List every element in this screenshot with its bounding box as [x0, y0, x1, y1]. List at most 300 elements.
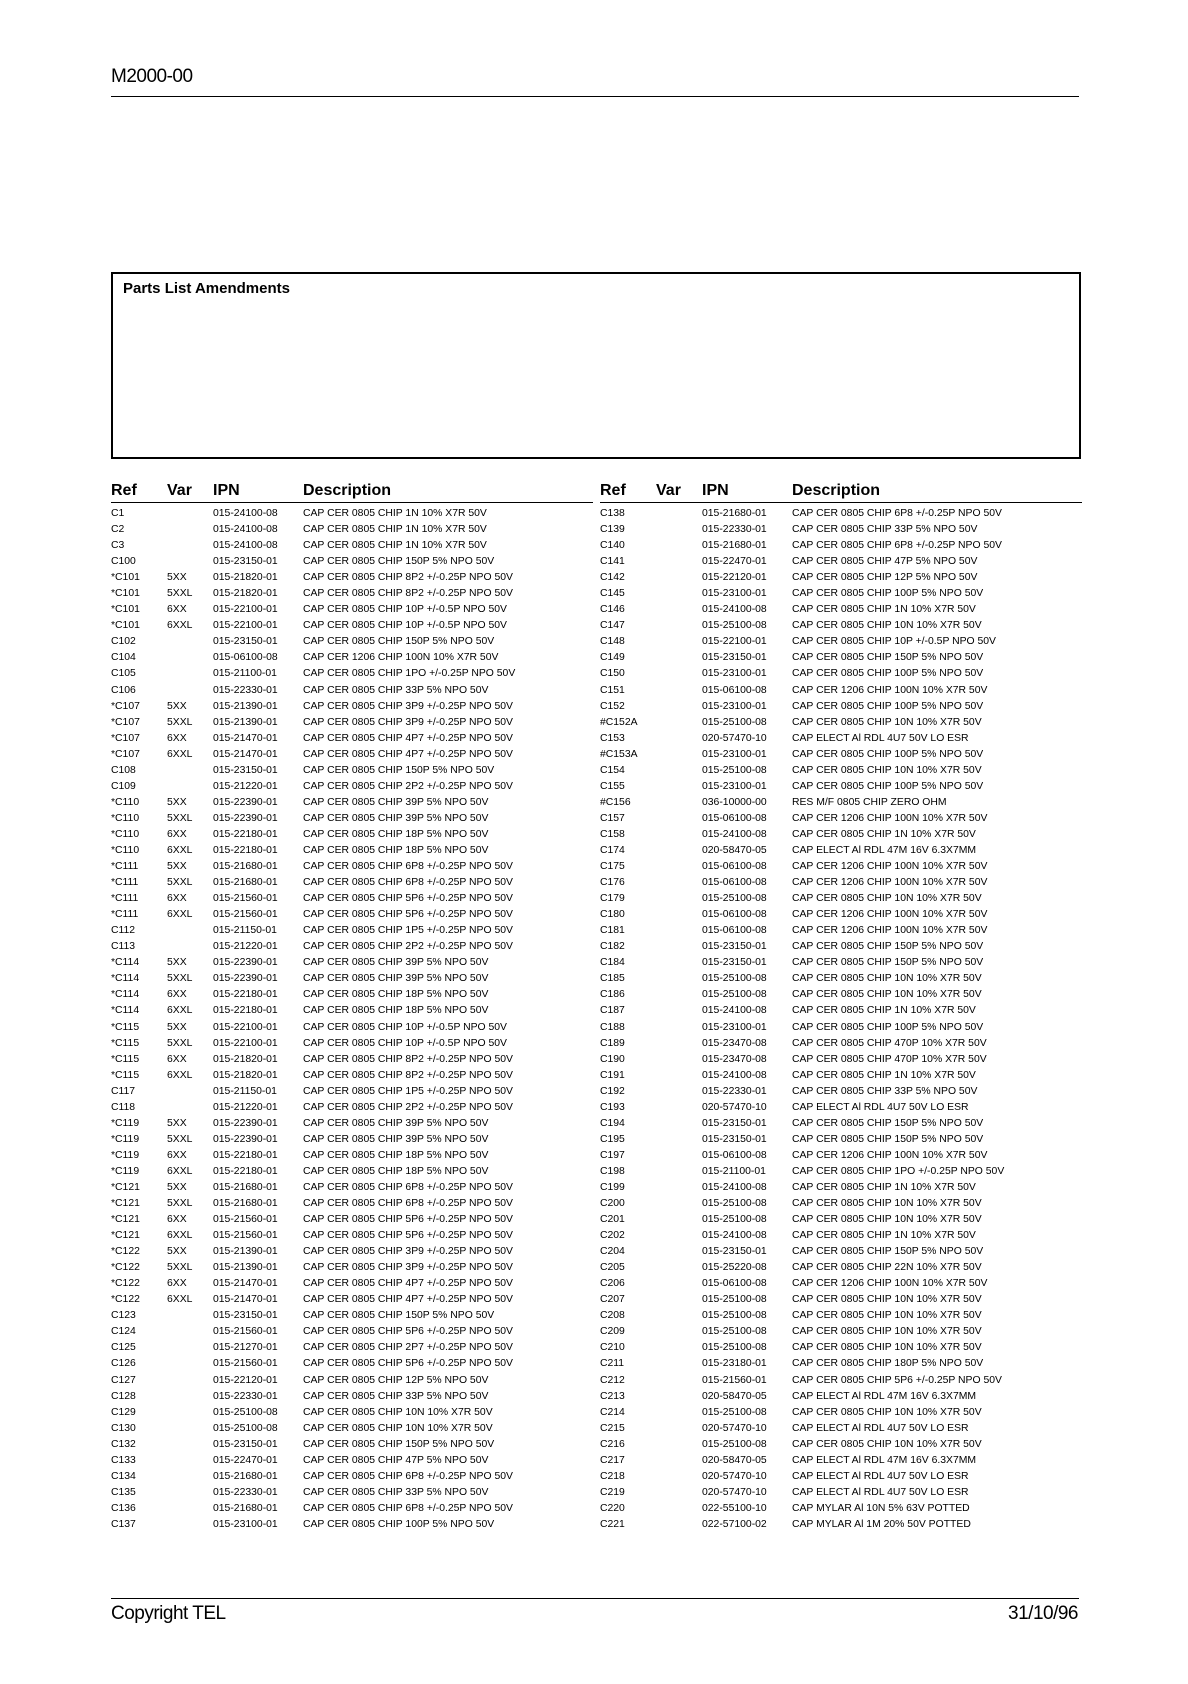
- part-description: CAP ELECT Al RDL 47M 16V 6.3X7MM: [792, 844, 977, 856]
- part-ipn: 020-58470-05: [702, 844, 767, 856]
- part-var: 5XX: [167, 700, 187, 712]
- part-description: CAP CER 0805 CHIP 4P7 +/-0.25P NPO 50V: [303, 1294, 513, 1306]
- table-row: [111, 812, 593, 828]
- part-ref: C109: [111, 780, 136, 792]
- table-row: [600, 844, 1082, 860]
- part-ref: *C107: [111, 700, 140, 712]
- part-ref: C100: [111, 556, 136, 568]
- part-description: CAP CER 0805 CHIP 18P 5% NPO 50V: [303, 1149, 489, 1161]
- part-var: 5XX: [167, 1021, 187, 1033]
- part-description: CAP CER 0805 CHIP 5P6 +/-0.25P NPO 50V: [303, 1326, 513, 1338]
- part-description: CAP CER 0805 CHIP 10N 10% X7R 50V: [792, 1310, 982, 1322]
- part-description: CAP CER 0805 CHIP 33P 5% NPO 50V: [303, 684, 489, 696]
- part-ipn: 015-21680-01: [213, 1198, 278, 1210]
- amendments-title: Parts List Amendments: [123, 280, 290, 297]
- table-row: [111, 523, 593, 539]
- part-var: 6XX: [167, 604, 187, 616]
- table-row: [111, 1293, 593, 1309]
- table-row: [111, 571, 593, 587]
- table-row: [600, 1390, 1082, 1406]
- part-description: CAP CER 0805 CHIP 4P7 +/-0.25P NPO 50V: [303, 748, 513, 760]
- part-var: 6XXL: [167, 1005, 193, 1017]
- part-description: CAP CER 0805 CHIP 10N 10% X7R 50V: [792, 716, 982, 728]
- part-ref: C182: [600, 941, 625, 953]
- part-ipn: 015-21150-01: [213, 1085, 277, 1097]
- part-ipn: 015-06100-08: [702, 877, 767, 889]
- part-ipn: 015-06100-08: [702, 925, 767, 937]
- part-ipn: 015-23100-01: [702, 780, 767, 792]
- part-description: CAP ELECT Al RDL 47M 16V 6.3X7MM: [792, 1454, 977, 1466]
- part-ipn: 015-25100-08: [702, 764, 767, 776]
- table-row: [111, 876, 593, 892]
- part-description: CAP CER 0805 CHIP 150P 5% NPO 50V: [303, 764, 495, 776]
- part-ref: *C119: [111, 1133, 140, 1145]
- part-ipn: 015-22330-01: [213, 1486, 278, 1498]
- part-ref: C221: [600, 1518, 625, 1530]
- part-ipn: 015-24100-08: [702, 604, 767, 616]
- part-description: CAP CER 0805 CHIP 150P 5% NPO 50V: [792, 957, 984, 969]
- table-row: [111, 1422, 593, 1438]
- part-var: 5XXL: [167, 877, 193, 889]
- part-var: 5XXL: [167, 1262, 193, 1274]
- parts-column-right: [600, 480, 1082, 1534]
- table-row: [600, 956, 1082, 972]
- part-ipn: 015-21390-01: [213, 1262, 278, 1274]
- part-ref: *C110: [111, 844, 140, 856]
- table-row: [111, 748, 593, 764]
- part-ipn: 020-57470-10: [702, 1470, 767, 1482]
- part-ipn: 015-21680-01: [213, 1502, 278, 1514]
- table-row: [600, 1101, 1082, 1117]
- part-description: CAP CER 0805 CHIP 6P8 +/-0.25P NPO 50V: [303, 1181, 513, 1193]
- part-description: CAP CER 1206 CHIP 100N 10% X7R 50V: [792, 909, 988, 921]
- part-ipn: 020-57470-10: [702, 1486, 767, 1498]
- part-ref: *C122: [111, 1262, 140, 1274]
- part-description: CAP CER 0805 CHIP 10N 10% X7R 50V: [792, 764, 982, 776]
- part-ipn: 015-21470-01: [213, 732, 278, 744]
- part-var: 6XX: [167, 828, 187, 840]
- part-ref: C184: [600, 957, 625, 969]
- part-ipn: 015-21680-01: [702, 508, 767, 519]
- header-var: Var: [656, 482, 681, 499]
- part-ipn: 015-22180-01: [213, 1005, 278, 1017]
- table-row: [600, 892, 1082, 908]
- table-row: [111, 1245, 593, 1261]
- table-row: [600, 1085, 1082, 1101]
- table-row: [600, 1053, 1082, 1069]
- part-ipn: 015-23100-01: [702, 748, 767, 760]
- table-row: [600, 1422, 1082, 1438]
- part-ref: #C153A: [600, 748, 638, 760]
- part-var: 5XXL: [167, 812, 193, 824]
- part-description: CAP ELECT Al RDL 4U7 50V LO ESR: [792, 1470, 969, 1482]
- part-description: CAP CER 0805 CHIP 150P 5% NPO 50V: [792, 1133, 984, 1145]
- part-var: 6XXL: [167, 844, 193, 856]
- table-row: [600, 635, 1082, 651]
- part-ref: C214: [600, 1406, 625, 1418]
- part-description: CAP CER 0805 CHIP 18P 5% NPO 50V: [303, 1165, 489, 1177]
- part-description: CAP CER 0805 CHIP 10N 10% X7R 50V: [303, 1422, 493, 1434]
- part-ref: C208: [600, 1310, 625, 1322]
- part-description: CAP CER 0805 CHIP 1N 10% X7R 50V: [303, 524, 487, 536]
- part-ref: C204: [600, 1246, 625, 1258]
- part-description: CAP CER 0805 CHIP 12P 5% NPO 50V: [303, 1374, 489, 1386]
- part-ref: *C101: [111, 572, 140, 584]
- table-row: [111, 1518, 593, 1534]
- part-description: CAP CER 0805 CHIP 2P7 +/-0.25P NPO 50V: [303, 1342, 513, 1354]
- part-description: CAP ELECT Al RDL 4U7 50V LO ESR: [792, 732, 969, 744]
- part-ref: C106: [111, 684, 136, 696]
- part-ref: C153: [600, 732, 625, 744]
- part-description: CAP CER 0805 CHIP 100P 5% NPO 50V: [792, 1021, 984, 1033]
- part-description: CAP CER 0805 CHIP 8P2 +/-0.25P NPO 50V: [303, 588, 513, 600]
- table-row: [111, 1229, 593, 1245]
- table-row: [600, 860, 1082, 876]
- table-row: [600, 780, 1082, 796]
- part-description: CAP CER 0805 CHIP 39P 5% NPO 50V: [303, 1133, 489, 1145]
- part-description: CAP CER 0805 CHIP 100P 5% NPO 50V: [792, 700, 984, 712]
- part-ipn: 015-22470-01: [702, 556, 767, 568]
- table-row: [600, 539, 1082, 555]
- part-var: 6XXL: [167, 1294, 193, 1306]
- table-row: [600, 1069, 1082, 1085]
- part-ipn: 015-25100-08: [702, 989, 767, 1001]
- part-description: CAP CER 0805 CHIP 18P 5% NPO 50V: [303, 844, 489, 856]
- part-ref: *C101: [111, 620, 140, 632]
- part-description: CAP CER 0805 CHIP 6P8 +/-0.25P NPO 50V: [303, 861, 513, 873]
- table-row: [600, 1213, 1082, 1229]
- part-ref: *C111: [111, 909, 139, 921]
- part-ref: C195: [600, 1133, 625, 1145]
- part-ipn: 022-57100-02: [702, 1518, 767, 1530]
- part-ipn: 015-06100-08: [213, 652, 278, 664]
- part-ref: C188: [600, 1021, 625, 1033]
- part-ref: *C114: [111, 1005, 140, 1017]
- table-row: [111, 1133, 593, 1149]
- part-ref: C123: [111, 1310, 136, 1322]
- part-description: CAP CER 0805 CHIP 6P8 +/-0.25P NPO 50V: [792, 508, 1002, 519]
- part-ipn: 015-21470-01: [213, 748, 278, 760]
- part-ipn: 015-21390-01: [213, 700, 278, 712]
- part-ref: C197: [600, 1149, 625, 1161]
- part-description: CAP CER 0805 CHIP 3P9 +/-0.25P NPO 50V: [303, 700, 513, 712]
- table-row: [600, 972, 1082, 988]
- part-var: 5XXL: [167, 1037, 193, 1049]
- part-ref: C104: [111, 652, 136, 664]
- part-description: CAP CER 0805 CHIP 10N 10% X7R 50V: [792, 1214, 982, 1226]
- part-ref: C118: [111, 1101, 136, 1113]
- part-ref: C127: [111, 1374, 136, 1386]
- table-row: [111, 635, 593, 651]
- table-row: [111, 1341, 593, 1357]
- part-ipn: 015-22100-01: [213, 1021, 278, 1033]
- table-row: [600, 924, 1082, 940]
- header-description: Description: [792, 482, 881, 499]
- table-row: [111, 684, 593, 700]
- part-ipn: 015-23470-08: [702, 1053, 767, 1065]
- part-ipn: 015-24100-08: [213, 540, 278, 552]
- part-ipn: 015-24100-08: [702, 1069, 767, 1081]
- part-description: CAP CER 0805 CHIP 10N 10% X7R 50V: [303, 1406, 493, 1418]
- part-ref: C209: [600, 1326, 625, 1338]
- part-ipn: 015-23150-01: [702, 1246, 767, 1258]
- part-ref: C191: [600, 1069, 625, 1081]
- part-ipn: 015-06100-08: [702, 1278, 767, 1290]
- part-var: 6XX: [167, 1149, 187, 1161]
- part-ref: C213: [600, 1390, 625, 1402]
- table-row: [111, 1390, 593, 1406]
- part-ipn: 015-23150-01: [213, 556, 278, 568]
- part-ipn: 015-23180-01: [702, 1358, 767, 1370]
- part-description: CAP CER 0805 CHIP 39P 5% NPO 50V: [303, 957, 489, 969]
- table-row: [600, 1518, 1082, 1534]
- part-description: CAP CER 0805 CHIP 1P5 +/-0.25P NPO 50V: [303, 1085, 513, 1097]
- part-ipn: 015-06100-08: [702, 1149, 767, 1161]
- part-ipn: 015-25100-08: [702, 893, 767, 905]
- part-description: CAP CER 0805 CHIP 10P +/-0.5P NPO 50V: [303, 604, 507, 616]
- table-row: [111, 1197, 593, 1213]
- table-row: [111, 1085, 593, 1101]
- table-row: [111, 619, 593, 635]
- table-row: [600, 523, 1082, 539]
- part-ref: C199: [600, 1181, 625, 1193]
- part-ref: C105: [111, 668, 136, 680]
- part-ref: C146: [600, 604, 625, 616]
- table-row: [111, 1438, 593, 1454]
- part-ipn: 015-22330-01: [213, 1390, 278, 1402]
- part-ref: *C121: [111, 1230, 140, 1242]
- table-row: [600, 1021, 1082, 1037]
- part-description: CAP CER 0805 CHIP 100P 5% NPO 50V: [792, 668, 984, 680]
- part-ipn: 015-25220-08: [702, 1262, 767, 1274]
- part-ipn: 015-21680-01: [213, 1181, 278, 1193]
- part-ipn: 015-22100-01: [213, 604, 278, 616]
- part-description: CAP CER 0805 CHIP 10N 10% X7R 50V: [792, 893, 982, 905]
- part-description: CAP CER 0805 CHIP 100P 5% NPO 50V: [792, 588, 984, 600]
- part-ipn: 015-21390-01: [213, 716, 278, 728]
- part-var: 5XXL: [167, 1133, 193, 1145]
- part-ipn: 015-23470-08: [702, 1037, 767, 1049]
- part-ipn: 015-21100-01: [213, 668, 277, 680]
- table-row: [600, 940, 1082, 956]
- table-row: [600, 1197, 1082, 1213]
- table-row: [111, 1004, 593, 1020]
- part-ref: C218: [600, 1470, 625, 1482]
- part-description: CAP CER 1206 CHIP 100N 10% X7R 50V: [792, 1149, 988, 1161]
- table-row: [111, 1117, 593, 1133]
- part-description: CAP CER 0805 CHIP 39P 5% NPO 50V: [303, 812, 489, 824]
- part-ref: C157: [600, 812, 625, 824]
- part-description: CAP CER 1206 CHIP 100N 10% X7R 50V: [792, 1278, 988, 1290]
- part-description: CAP CER 0805 CHIP 470P 10% X7R 50V: [792, 1053, 987, 1065]
- part-ipn: 015-23100-01: [702, 700, 767, 712]
- table-row: [111, 587, 593, 603]
- part-description: CAP CER 0805 CHIP 6P8 +/-0.25P NPO 50V: [792, 540, 1002, 552]
- part-description: CAP CER 0805 CHIP 150P 5% NPO 50V: [792, 941, 984, 953]
- part-ref: *C111: [111, 877, 139, 889]
- part-ipn: 015-25100-08: [702, 620, 767, 632]
- part-description: CAP CER 0805 CHIP 2P2 +/-0.25P NPO 50V: [303, 1101, 513, 1113]
- part-ipn: 015-21820-01: [213, 1053, 278, 1065]
- table-row: [600, 812, 1082, 828]
- part-ipn: 015-25100-08: [702, 973, 767, 985]
- table-row: [111, 539, 593, 555]
- part-ref: C135: [111, 1486, 136, 1498]
- part-ipn: 015-23100-01: [702, 668, 767, 680]
- part-ref: *C122: [111, 1294, 140, 1306]
- part-ref: *C107: [111, 716, 140, 728]
- part-ref: C125: [111, 1342, 136, 1354]
- part-ref: C186: [600, 989, 625, 1001]
- part-description: CAP CER 0805 CHIP 180P 5% NPO 50V: [792, 1358, 984, 1370]
- part-ref: C205: [600, 1262, 625, 1274]
- table-row: [600, 507, 1082, 523]
- part-ipn: 015-24100-08: [213, 524, 278, 536]
- part-ref: *C114: [111, 989, 140, 1001]
- part-description: CAP CER 0805 CHIP 5P6 +/-0.25P NPO 50V: [792, 1374, 1002, 1386]
- part-ipn: 015-06100-08: [702, 861, 767, 873]
- part-ref: C145: [600, 588, 625, 600]
- part-ref: C129: [111, 1406, 136, 1418]
- part-description: CAP CER 0805 CHIP 3P9 +/-0.25P NPO 50V: [303, 1262, 513, 1274]
- part-description: CAP CER 0805 CHIP 33P 5% NPO 50V: [303, 1390, 489, 1402]
- table-row: [111, 1325, 593, 1341]
- part-ipn: 015-24100-08: [702, 1230, 767, 1242]
- table-row: [111, 956, 593, 972]
- part-ipn: 015-22330-01: [213, 684, 278, 696]
- part-ipn: 015-21560-01: [213, 1358, 278, 1370]
- part-description: CAP CER 0805 CHIP 47P 5% NPO 50V: [303, 1454, 489, 1466]
- part-ipn: 015-22390-01: [213, 1117, 278, 1129]
- part-description: CAP CER 0805 CHIP 10P +/-0.5P NPO 50V: [792, 636, 996, 648]
- part-description: CAP CER 0805 CHIP 100P 5% NPO 50V: [792, 780, 984, 792]
- part-ref: C201: [600, 1214, 625, 1226]
- part-ipn: 015-21820-01: [213, 1069, 278, 1081]
- table-row: [111, 1470, 593, 1486]
- part-ref: C126: [111, 1358, 136, 1370]
- part-ipn: 015-25100-08: [702, 1214, 767, 1226]
- part-description: CAP CER 0805 CHIP 18P 5% NPO 50V: [303, 828, 489, 840]
- table-row: [111, 1037, 593, 1053]
- part-description: CAP CER 0805 CHIP 10N 10% X7R 50V: [792, 1342, 982, 1354]
- part-description: CAP CER 0805 CHIP 5P6 +/-0.25P NPO 50V: [303, 1358, 513, 1370]
- part-ref: C192: [600, 1085, 625, 1097]
- part-ipn: 015-21150-01: [213, 925, 277, 937]
- part-ipn: 020-57470-10: [702, 1422, 767, 1434]
- part-var: 6XXL: [167, 748, 193, 760]
- part-description: CAP CER 0805 CHIP 100P 5% NPO 50V: [792, 748, 984, 760]
- part-ipn: 015-21470-01: [213, 1278, 278, 1290]
- part-var: 6XX: [167, 732, 187, 744]
- part-description: CAP CER 0805 CHIP 5P6 +/-0.25P NPO 50V: [303, 893, 513, 905]
- part-description: CAP CER 0805 CHIP 3P9 +/-0.25P NPO 50V: [303, 1246, 513, 1258]
- part-description: CAP CER 0805 CHIP 1N 10% X7R 50V: [792, 1181, 976, 1193]
- part-ref: C113: [111, 941, 136, 953]
- part-ref: C133: [111, 1454, 136, 1466]
- table-row: [600, 1165, 1082, 1181]
- table-row: [111, 1357, 593, 1373]
- part-ref: C179: [600, 893, 625, 905]
- part-ipn: 015-22100-01: [213, 620, 278, 632]
- part-ref: C132: [111, 1438, 136, 1450]
- part-ref: C137: [111, 1518, 136, 1530]
- part-ipn: 020-58470-05: [702, 1390, 767, 1402]
- part-description: CAP CER 0805 CHIP 47P 5% NPO 50V: [792, 556, 978, 568]
- part-description: CAP ELECT Al RDL 4U7 50V LO ESR: [792, 1422, 969, 1434]
- header-ref: Ref: [111, 482, 137, 499]
- part-description: CAP CER 0805 CHIP 6P8 +/-0.25P NPO 50V: [303, 1470, 513, 1482]
- part-description: CAP CER 0805 CHIP 39P 5% NPO 50V: [303, 973, 489, 985]
- part-ipn: 015-21560-01: [702, 1374, 767, 1386]
- part-ref: C158: [600, 828, 625, 840]
- part-description: CAP CER 1206 CHIP 100N 10% X7R 50V: [303, 652, 499, 664]
- table-row: [600, 1486, 1082, 1502]
- part-description: CAP CER 1206 CHIP 100N 10% X7R 50V: [792, 861, 988, 873]
- part-ref: C211: [600, 1358, 625, 1370]
- part-ref: *C115: [111, 1021, 140, 1033]
- part-var: 6XX: [167, 1214, 187, 1226]
- part-ipn: 015-25100-08: [702, 1326, 767, 1338]
- table-row: [111, 732, 593, 748]
- part-ref: C212: [600, 1374, 625, 1386]
- part-description: CAP CER 1206 CHIP 100N 10% X7R 50V: [792, 925, 988, 937]
- part-description: CAP CER 0805 CHIP 22N 10% X7R 50V: [792, 1262, 982, 1274]
- part-description: CAP CER 0805 CHIP 5P6 +/-0.25P NPO 50V: [303, 1230, 513, 1242]
- table-row: [111, 1101, 593, 1117]
- part-description: CAP CER 0805 CHIP 8P2 +/-0.25P NPO 50V: [303, 572, 513, 584]
- part-ref: C134: [111, 1470, 136, 1482]
- part-ref: C102: [111, 636, 136, 648]
- part-ipn: 015-22390-01: [213, 1133, 278, 1145]
- part-description: CAP CER 0805 CHIP 12P 5% NPO 50V: [792, 572, 978, 584]
- part-description: CAP CER 1206 CHIP 100N 10% X7R 50V: [792, 877, 988, 889]
- table-row: [111, 1165, 593, 1181]
- part-ref: C152: [600, 700, 625, 712]
- part-ipn: 015-22180-01: [213, 989, 278, 1001]
- part-ref: C139: [600, 524, 625, 536]
- part-description: CAP CER 0805 CHIP 3P9 +/-0.25P NPO 50V: [303, 716, 513, 728]
- table-row: [600, 667, 1082, 683]
- part-ipn: 015-21560-01: [213, 893, 278, 905]
- part-ref: C180: [600, 909, 625, 921]
- table-row: [600, 988, 1082, 1004]
- part-ref: C154: [600, 764, 625, 776]
- table-row: [600, 1454, 1082, 1470]
- table-row: [600, 1277, 1082, 1293]
- part-ipn: 015-21220-01: [213, 1101, 278, 1113]
- part-ref: C193: [600, 1101, 625, 1113]
- part-ipn: 015-23150-01: [702, 941, 767, 953]
- part-var: 6XX: [167, 1053, 187, 1065]
- part-ipn: 015-22100-01: [702, 636, 767, 648]
- table-row: [600, 1357, 1082, 1373]
- part-ref: C185: [600, 973, 625, 985]
- part-description: CAP CER 0805 CHIP 1N 10% X7R 50V: [792, 1230, 976, 1242]
- part-description: CAP CER 0805 CHIP 150P 5% NPO 50V: [303, 1310, 495, 1322]
- part-ipn: 015-22390-01: [213, 796, 278, 808]
- table-row: [600, 1181, 1082, 1197]
- part-description: CAP CER 0805 CHIP 33P 5% NPO 50V: [792, 1085, 978, 1097]
- table-row: [111, 1502, 593, 1518]
- part-ref: C150: [600, 668, 625, 680]
- table-row: [600, 1149, 1082, 1165]
- part-ref: *C110: [111, 796, 140, 808]
- part-ref: #C152A: [600, 716, 638, 728]
- table-row: [111, 908, 593, 924]
- part-description: CAP CER 0805 CHIP 8P2 +/-0.25P NPO 50V: [303, 1053, 513, 1065]
- part-ipn: 015-21270-01: [213, 1342, 278, 1354]
- part-var: 5XX: [167, 861, 187, 873]
